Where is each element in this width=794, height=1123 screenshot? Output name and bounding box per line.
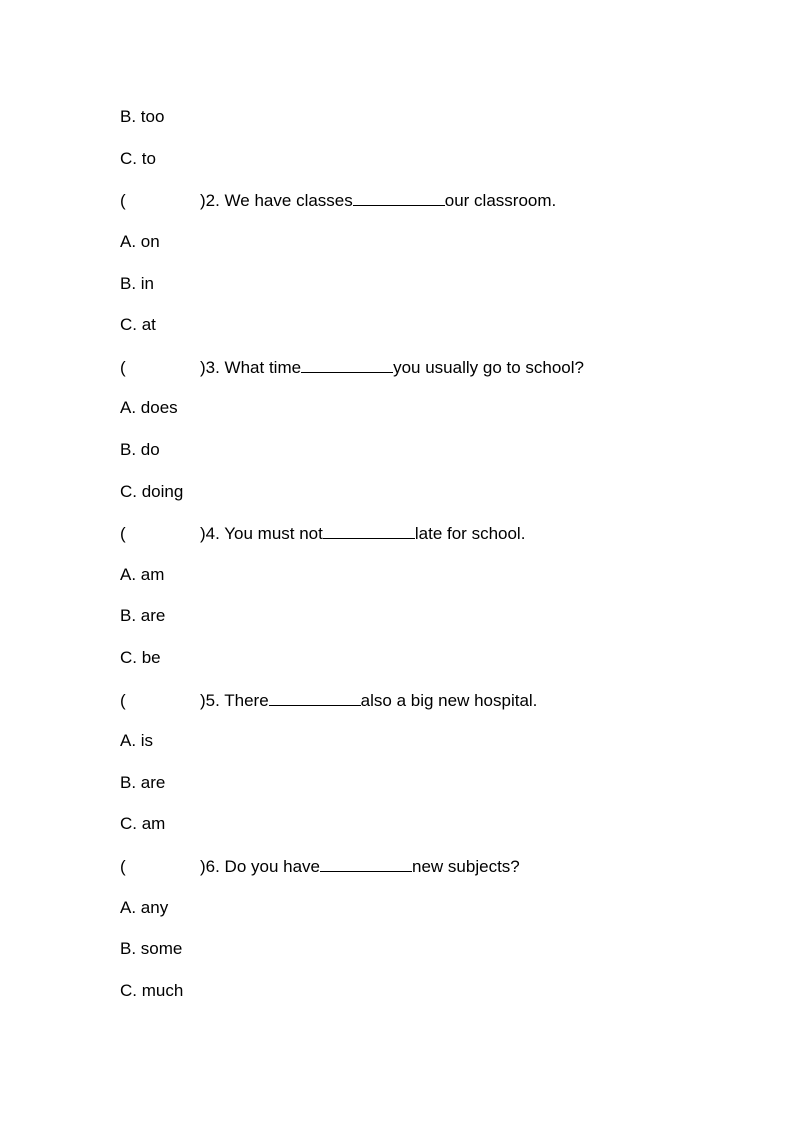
option-line — [120, 148, 156, 170]
option-text: C. at — [120, 315, 156, 334]
option-text: C. doing — [120, 482, 184, 501]
question-line-6 — [120, 855, 520, 877]
option-line — [120, 231, 160, 253]
option-line — [120, 397, 178, 419]
question-line-5 — [120, 689, 537, 711]
option-line — [120, 772, 165, 794]
answer-paren: ( — [120, 857, 126, 876]
option-line — [120, 273, 154, 295]
question-text-end: new subjects? — [412, 857, 520, 876]
answer-paren: ( — [120, 191, 126, 210]
option-text: C. much — [120, 981, 184, 1000]
question-text: )6. Do you have — [200, 857, 321, 876]
option-line — [120, 314, 156, 336]
option-text: B. are — [120, 773, 166, 792]
answer-paren: ( — [120, 358, 126, 377]
option-text: B. in — [120, 274, 155, 293]
option-line — [120, 897, 168, 919]
fill-blank — [323, 522, 415, 539]
option-text: B. some — [120, 939, 183, 958]
option-text: B. are — [120, 606, 166, 625]
question-text: )4. You must not — [200, 524, 323, 543]
option-text: B. too — [120, 107, 165, 126]
option-line — [120, 481, 183, 503]
fill-blank — [353, 189, 445, 206]
option-text: A. does — [120, 398, 178, 417]
option-text: A. on — [120, 232, 160, 251]
option-line — [120, 938, 182, 960]
question-text: )2. We have classes — [200, 191, 353, 210]
option-text: C. to — [120, 149, 156, 168]
option-text: B. do — [120, 440, 160, 459]
question-text-end: late for school. — [414, 524, 526, 543]
question-line-4 — [120, 522, 525, 544]
fill-blank — [301, 356, 393, 373]
option-line — [120, 730, 153, 752]
option-line — [120, 980, 183, 1002]
question-text-end: also a big new hospital. — [360, 691, 538, 710]
fill-blank — [269, 689, 361, 706]
option-line — [120, 564, 164, 586]
option-line — [120, 605, 165, 627]
option-line — [120, 647, 161, 669]
question-text-end: you usually go to school? — [393, 358, 584, 377]
option-text: C. am — [120, 814, 166, 833]
option-text: A. is — [120, 731, 154, 750]
option-line — [120, 439, 160, 461]
fill-blank — [320, 855, 412, 872]
option-text: A. am — [120, 565, 165, 584]
question-text: )5. There — [200, 691, 269, 710]
answer-paren: ( — [120, 524, 126, 543]
question-line-2 — [120, 189, 556, 211]
question-text: )3. What time — [200, 358, 302, 377]
option-line — [120, 813, 165, 835]
option-text: C. be — [120, 648, 161, 667]
option-text: A. any — [120, 898, 169, 917]
answer-paren: ( — [120, 691, 126, 710]
question-line-3 — [120, 356, 584, 378]
option-line — [120, 106, 164, 128]
question-text-end: our classroom. — [444, 191, 557, 210]
